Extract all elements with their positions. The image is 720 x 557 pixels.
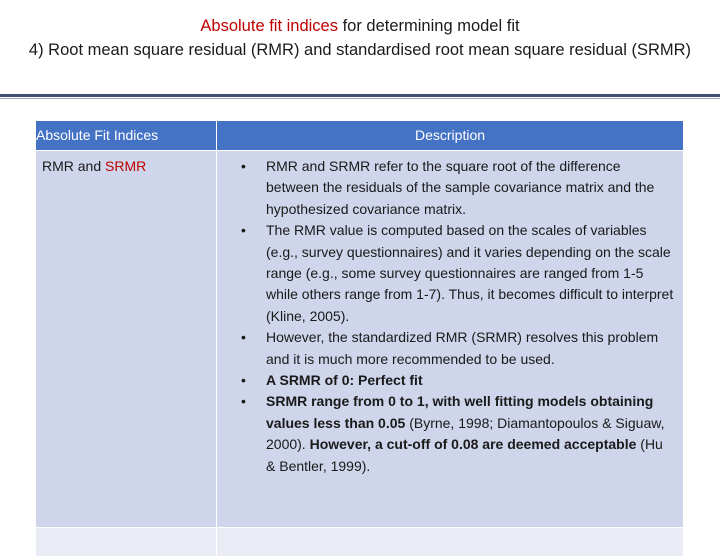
slide-title-rest: for determining model fit	[337, 17, 520, 35]
table-row-empty	[36, 528, 684, 557]
description-cell	[217, 151, 684, 528]
description-text-bold: SRMR range from 0 to 1, with well fitting models obtaining values less than 0.05	[266, 393, 654, 431]
bullet-icon: •	[241, 158, 246, 174]
description-list	[217, 151, 683, 477]
header-absolute-fit-indices: Absolute Fit Indices	[36, 121, 217, 151]
slide-title	[0, 14, 720, 38]
empty-cell	[217, 528, 684, 557]
description-text: The RMR value is computed based on the scales of variables (e.g., survey questionnaires) and it varies depending on the scale range (e.g., some survey questionnaires are ranged from 1-5 while others range from 1-7). Thus, it becomes difficult to interpret (Kline, 2005).	[266, 222, 674, 324]
description-text-bold: However, a cut-off of 0.08 are deemed acceptable	[309, 436, 637, 453]
fit-index-name-srmr: SRMR	[105, 158, 147, 174]
fit-index-name-cell	[36, 151, 217, 528]
fit-indices-table	[35, 120, 684, 557]
list-item	[241, 370, 675, 391]
list-item	[241, 391, 675, 477]
slide-subtitle: 4) Root mean square residual (RMR) and standardised root mean square residual (SRMR)	[28, 41, 692, 59]
bullet-icon: •	[241, 329, 246, 346]
description-text: However, the standardized RMR (SRMR) resolves this problem and it is much more recommended to be used.	[266, 329, 659, 367]
title-divider-thin	[0, 98, 720, 99]
title-divider	[0, 94, 720, 97]
fit-index-name	[36, 151, 216, 176]
empty-cell	[36, 528, 217, 557]
list-item	[241, 220, 675, 327]
description-citation: (Hu & Bentler, 1999).	[266, 436, 663, 474]
table-row	[36, 151, 684, 528]
bullet-icon: •	[241, 222, 246, 239]
list-item	[241, 327, 675, 370]
table-header-row	[36, 121, 684, 151]
description-citation: (Byrne, 1998; Diamantopoulos & Siguaw, 2000).	[266, 414, 665, 453]
fit-index-name-rmr: RMR and	[42, 158, 106, 174]
list-item	[241, 156, 675, 220]
description-text: RMR and SRMR refer to the square root of the difference between the residuals of the sample covariance matrix and the hypothesized covariance matrix.	[266, 158, 655, 217]
description-text-bold: A SRMR of 0: Perfect fit	[266, 372, 423, 389]
bullet-icon: •	[241, 393, 246, 410]
header-description: Description	[217, 121, 684, 151]
slide-title-highlight: Absolute fit indices	[200, 17, 338, 35]
bullet-icon: •	[241, 372, 246, 389]
